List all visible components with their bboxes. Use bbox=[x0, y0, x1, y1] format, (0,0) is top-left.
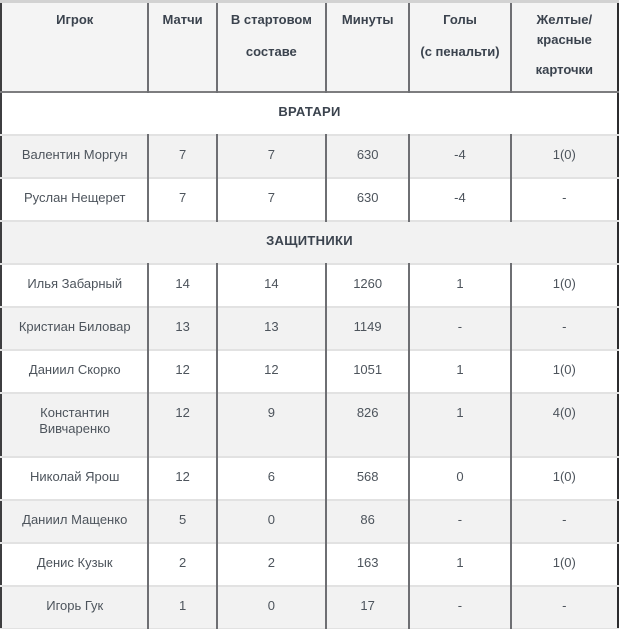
player-goals: -4 bbox=[409, 135, 510, 178]
player-name: Руслан Нещерет bbox=[23, 189, 126, 205]
player-matches: 7 bbox=[148, 178, 216, 221]
col-header-cards-line3: карточки bbox=[535, 62, 593, 77]
player-row bbox=[1, 586, 618, 629]
col-header-starting bbox=[217, 2, 326, 92]
player-matches: 12 bbox=[148, 350, 216, 393]
player-name: Валентин Моргун bbox=[21, 146, 128, 162]
player-goals: - bbox=[409, 500, 510, 543]
player-starting: 0 bbox=[217, 500, 326, 543]
player-row bbox=[1, 393, 618, 457]
player-goals: - bbox=[409, 586, 510, 629]
player-name: Денис Кузык bbox=[36, 554, 113, 570]
col-header-goals-line2: (с пенальти) bbox=[420, 44, 500, 59]
player-cards: 1(0) bbox=[511, 350, 618, 393]
table-header-row bbox=[1, 2, 618, 92]
player-cards: - bbox=[511, 307, 618, 350]
player-row bbox=[1, 543, 618, 586]
player-goals: -4 bbox=[409, 178, 510, 221]
player-starting: 9 bbox=[217, 393, 326, 457]
col-header-starting-line2: составе bbox=[245, 44, 297, 59]
player-goals: 0 bbox=[409, 457, 510, 500]
col-header-player bbox=[1, 2, 148, 92]
player-starting: 0 bbox=[217, 586, 326, 629]
col-header-cards-line1: Желтые/ bbox=[536, 12, 593, 27]
col-header-cards-line2: красные bbox=[536, 32, 592, 47]
player-name: Илья Забарный bbox=[27, 275, 123, 291]
player-matches: 7 bbox=[148, 135, 216, 178]
player-matches: 2 bbox=[148, 543, 216, 586]
player-minutes: 630 bbox=[326, 135, 409, 178]
col-header-minutes-label: Минуты bbox=[341, 12, 394, 27]
col-header-goals-line1: Голы bbox=[443, 12, 477, 27]
player-goals: 1 bbox=[409, 393, 510, 457]
player-cards: 1(0) bbox=[511, 264, 618, 307]
player-cards: 1(0) bbox=[511, 543, 618, 586]
player-cards: - bbox=[511, 586, 618, 629]
player-matches: 12 bbox=[148, 393, 216, 457]
player-minutes: 86 bbox=[326, 500, 409, 543]
section-row-goalkeepers bbox=[1, 92, 618, 135]
col-header-starting-line1: В стартовом bbox=[230, 12, 312, 27]
player-row bbox=[1, 264, 618, 307]
player-name: Константин Вивчаренко bbox=[39, 404, 111, 436]
player-row bbox=[1, 350, 618, 393]
player-row bbox=[1, 457, 618, 500]
player-name: Даниил Мащенко bbox=[22, 511, 128, 527]
player-row bbox=[1, 307, 618, 350]
player-minutes: 568 bbox=[326, 457, 409, 500]
section-row-defenders bbox=[1, 221, 618, 264]
player-cards: 1(0) bbox=[511, 135, 618, 178]
player-name: Даниил Скорко bbox=[28, 361, 121, 377]
col-header-matches bbox=[148, 2, 216, 92]
player-matches: 12 bbox=[148, 457, 216, 500]
section-title-goalkeepers: ВРАТАРИ bbox=[278, 103, 341, 119]
player-starting: 7 bbox=[217, 135, 326, 178]
player-row bbox=[1, 500, 618, 543]
col-header-cards bbox=[511, 2, 618, 92]
player-name: Николай Ярош bbox=[30, 468, 120, 484]
player-minutes: 1051 bbox=[326, 350, 409, 393]
player-minutes: 826 bbox=[326, 393, 409, 457]
player-matches: 1 bbox=[148, 586, 216, 629]
player-minutes: 630 bbox=[326, 178, 409, 221]
col-header-player-label: Игрок bbox=[56, 12, 94, 27]
player-row bbox=[1, 178, 618, 221]
player-cards: 1(0) bbox=[511, 457, 618, 500]
col-header-goals bbox=[409, 2, 510, 92]
player-matches: 13 bbox=[148, 307, 216, 350]
player-cards: 4(0) bbox=[511, 393, 618, 457]
table-body bbox=[1, 92, 618, 629]
player-goals: 1 bbox=[409, 350, 510, 393]
player-matches: 5 bbox=[148, 500, 216, 543]
player-cards: - bbox=[511, 500, 618, 543]
player-starting: 2 bbox=[217, 543, 326, 586]
col-header-matches-label: Матчи bbox=[162, 12, 203, 27]
player-starting: 14 bbox=[217, 264, 326, 307]
col-header-minutes bbox=[326, 2, 409, 92]
player-cards: - bbox=[511, 178, 618, 221]
player-goals: 1 bbox=[409, 543, 510, 586]
player-minutes: 1149 bbox=[326, 307, 409, 350]
player-starting: 6 bbox=[217, 457, 326, 500]
player-minutes: 1260 bbox=[326, 264, 409, 307]
player-name: Кристиан Биловар bbox=[18, 318, 131, 334]
player-row bbox=[1, 135, 618, 178]
player-minutes: 17 bbox=[326, 586, 409, 629]
player-matches: 14 bbox=[148, 264, 216, 307]
player-name: Игорь Гук bbox=[46, 597, 104, 613]
player-starting: 12 bbox=[217, 350, 326, 393]
player-goals: - bbox=[409, 307, 510, 350]
section-title-defenders: ЗАЩИТНИКИ bbox=[266, 232, 353, 248]
player-starting: 13 bbox=[217, 307, 326, 350]
table-header bbox=[1, 2, 618, 92]
player-starting: 7 bbox=[217, 178, 326, 221]
player-minutes: 163 bbox=[326, 543, 409, 586]
player-goals: 1 bbox=[409, 264, 510, 307]
